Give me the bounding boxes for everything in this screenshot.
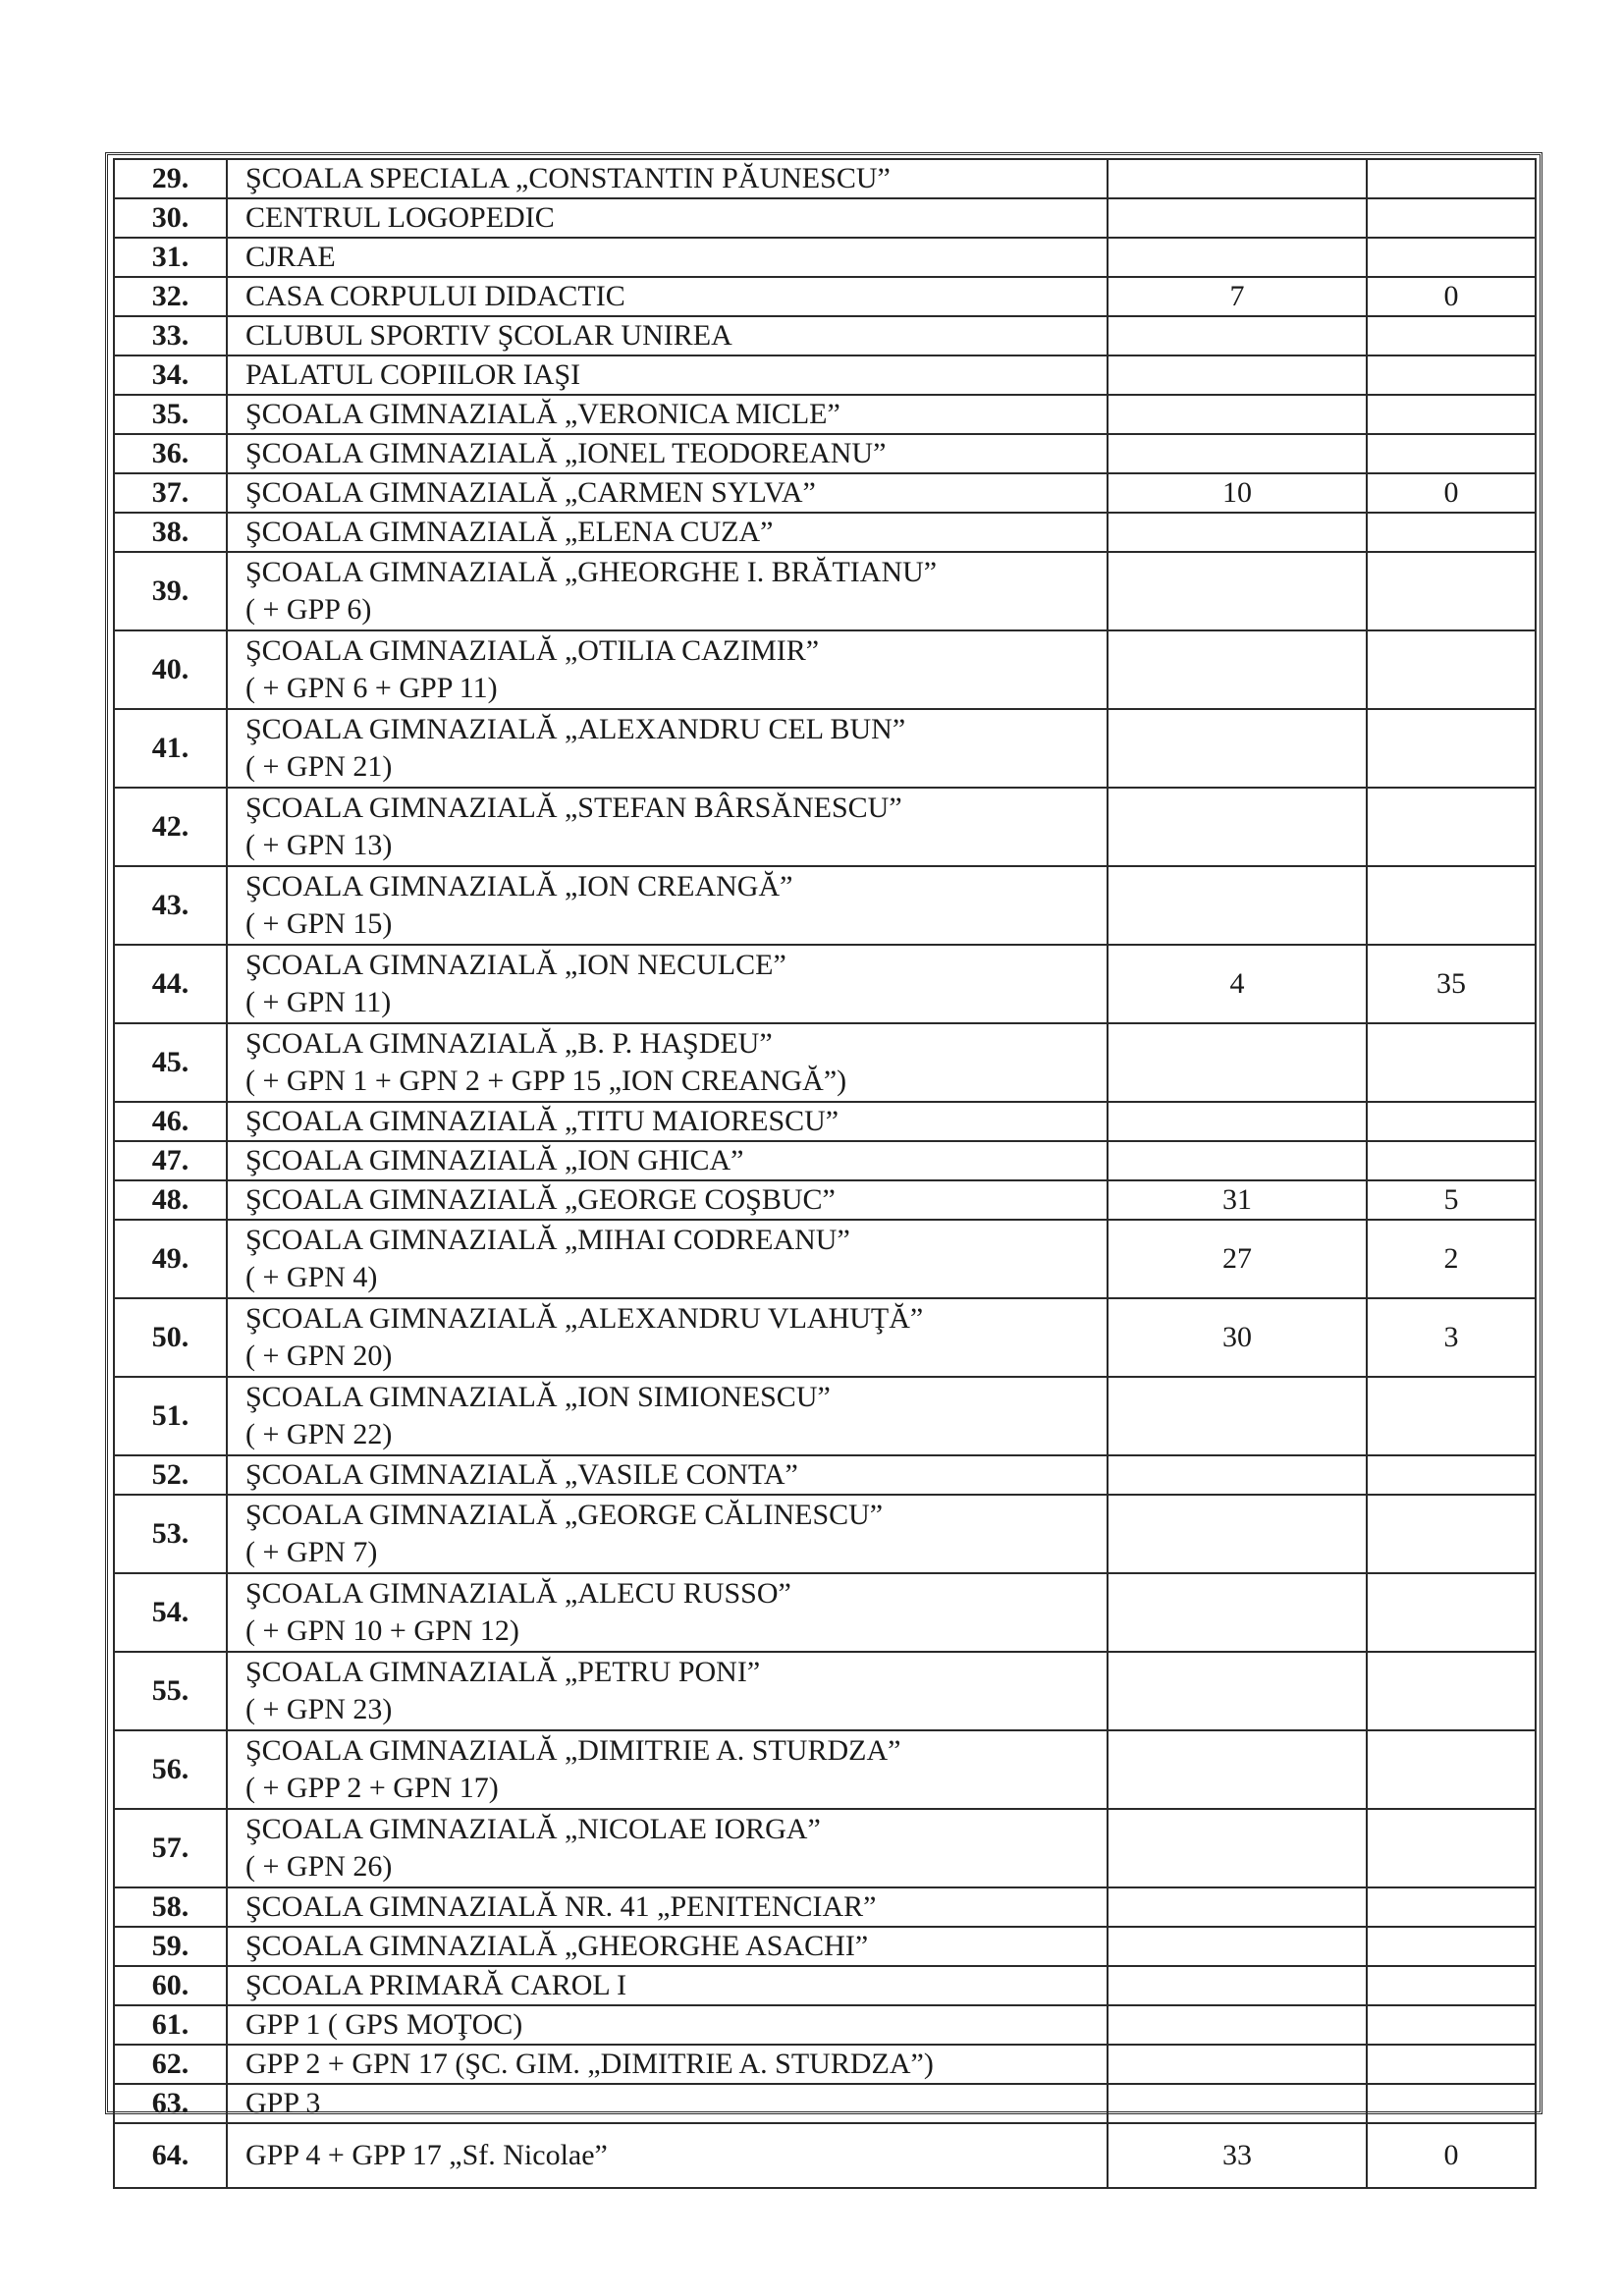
- value-column-1: [1108, 2084, 1367, 2123]
- institution-name-line: ŞCOALA GIMNAZIALĂ „MIHAI CODREANU”: [245, 1224, 850, 1256]
- row-number: 33.: [114, 316, 227, 355]
- value-column-2: [1367, 709, 1536, 788]
- table-row: [114, 552, 1536, 630]
- row-number: 53.: [114, 1495, 227, 1573]
- institution-name-line: GPP 1 ( GPS MOŢOC): [245, 2008, 523, 2041]
- row-number: 36.: [114, 434, 227, 473]
- value-column-1: [1108, 355, 1367, 395]
- table-row: [114, 2123, 1536, 2188]
- institution-name-line: ŞCOALA GIMNAZIALĂ „VASILE CONTA”: [245, 1458, 798, 1491]
- institution-name: [227, 2045, 1108, 2084]
- table-row: [114, 277, 1536, 316]
- institution-name-line: GPP 3: [245, 2087, 321, 2119]
- institution-name: [227, 788, 1108, 866]
- row-number: 45.: [114, 1023, 227, 1102]
- institution-name-line: ŞCOALA GIMNAZIALĂ „PETRU PONI”: [245, 1656, 761, 1688]
- value-column-2: [1367, 1141, 1536, 1180]
- value-column-2: [1367, 1966, 1536, 2005]
- value-column-2: 3: [1367, 1298, 1536, 1377]
- table-row: [114, 1652, 1536, 1730]
- table-row: [114, 238, 1536, 277]
- row-number: 35.: [114, 395, 227, 434]
- row-number: 39.: [114, 552, 227, 630]
- institution-name-line: ŞCOALA GIMNAZIALĂ „B. P. HAŞDEU”: [245, 1027, 773, 1060]
- value-column-1: [1108, 395, 1367, 434]
- institution-name: [227, 355, 1108, 395]
- row-number: 62.: [114, 2045, 227, 2084]
- institution-name-line: ŞCOALA GIMNAZIALĂ „ION SIMIONESCU”: [245, 1381, 831, 1413]
- institution-name-line: CASA CORPULUI DIDACTIC: [245, 280, 625, 312]
- row-number: 46.: [114, 1102, 227, 1141]
- institution-name: [227, 316, 1108, 355]
- row-number: 40.: [114, 630, 227, 709]
- value-column-2: [1367, 1102, 1536, 1141]
- value-column-1: 30: [1108, 1298, 1367, 1377]
- row-number: 42.: [114, 788, 227, 866]
- table-row: [114, 866, 1536, 945]
- institution-name-line: CENTRUL LOGOPEDIC: [245, 201, 555, 234]
- value-column-1: [1108, 866, 1367, 945]
- institution-name: [227, 1927, 1108, 1966]
- institution-name: [227, 1730, 1108, 1809]
- row-number: 43.: [114, 866, 227, 945]
- institution-name-line: ŞCOALA GIMNAZIALĂ „ELENA CUZA”: [245, 516, 774, 548]
- row-number: 56.: [114, 1730, 227, 1809]
- institution-name-line: ŞCOALA GIMNAZIALĂ „ALEXANDRU VLAHUŢĂ”: [245, 1302, 924, 1335]
- institution-name: [227, 1141, 1108, 1180]
- value-column-1: [1108, 1102, 1367, 1141]
- table-row: [114, 788, 1536, 866]
- institution-name-line: ŞCOALA GIMNAZIALĂ NR. 41 „PENITENCIAR”: [245, 1890, 877, 1923]
- value-column-2: 2: [1367, 1220, 1536, 1298]
- value-column-1: [1108, 630, 1367, 709]
- value-column-2: 35: [1367, 945, 1536, 1023]
- value-column-2: [1367, 1455, 1536, 1495]
- institution-name: [227, 709, 1108, 788]
- value-column-2: [1367, 1377, 1536, 1455]
- value-column-2: [1367, 316, 1536, 355]
- table-row: [114, 2005, 1536, 2045]
- value-column-2: [1367, 198, 1536, 238]
- institution-annex-line: ( + GPN 13): [245, 829, 393, 861]
- row-number: 29.: [114, 159, 227, 198]
- institution-name-line: ŞCOALA GIMNAZIALĂ „VERONICA MICLE”: [245, 398, 840, 430]
- value-column-2: [1367, 395, 1536, 434]
- row-number: 54.: [114, 1573, 227, 1652]
- institution-name-line: ŞCOALA GIMNAZIALĂ „IONEL TEODOREANU”: [245, 437, 887, 469]
- row-number: 58.: [114, 1887, 227, 1927]
- institution-name: [227, 198, 1108, 238]
- table-row: [114, 2045, 1536, 2084]
- row-number: 31.: [114, 238, 227, 277]
- institution-annex-line: ( + GPN 15): [245, 907, 393, 940]
- institution-name-line: ŞCOALA GIMNAZIALĂ „ALECU RUSSO”: [245, 1577, 791, 1610]
- value-column-2: [1367, 513, 1536, 552]
- value-column-2: [1367, 788, 1536, 866]
- value-column-1: [1108, 788, 1367, 866]
- row-number: 41.: [114, 709, 227, 788]
- value-column-1: [1108, 1730, 1367, 1809]
- row-number: 34.: [114, 355, 227, 395]
- table-row: [114, 1180, 1536, 1220]
- institution-name-line: ŞCOALA GIMNAZIALĂ „TITU MAIORESCU”: [245, 1105, 839, 1137]
- table-row: [114, 1809, 1536, 1887]
- institution-name: [227, 159, 1108, 198]
- value-column-2: [1367, 552, 1536, 630]
- row-number: 50.: [114, 1298, 227, 1377]
- table-row: [114, 1377, 1536, 1455]
- table-row: [114, 1887, 1536, 1927]
- value-column-1: [1108, 1495, 1367, 1573]
- table-row: [114, 513, 1536, 552]
- value-column-1: [1108, 552, 1367, 630]
- value-column-2: [1367, 1652, 1536, 1730]
- institution-annex-line: ( + GPN 22): [245, 1418, 393, 1450]
- institution-name-line: GPP 2 + GPN 17 (ŞC. GIM. „DIMITRIE A. STURDZA”): [245, 2048, 934, 2080]
- value-column-1: 33: [1108, 2123, 1367, 2188]
- institution-name: [227, 1455, 1108, 1495]
- institution-name-line: ŞCOALA SPECIALA „CONSTANTIN PĂUNESCU”: [245, 162, 891, 194]
- value-column-1: [1108, 1652, 1367, 1730]
- value-column-1: [1108, 1809, 1367, 1887]
- institution-annex-line: ( + GPP 6): [245, 593, 372, 626]
- institution-name-line: CJRAE: [245, 241, 336, 273]
- table-row: [114, 1455, 1536, 1495]
- table-row: [114, 1966, 1536, 2005]
- table-row: [114, 1220, 1536, 1298]
- value-column-2: [1367, 2005, 1536, 2045]
- institution-name-line: ŞCOALA GIMNAZIALĂ „DIMITRIE A. STURDZA”: [245, 1734, 901, 1767]
- value-column-2: [1367, 866, 1536, 945]
- institution-annex-line: ( + GPN 11): [245, 986, 392, 1018]
- row-number: 60.: [114, 1966, 227, 2005]
- table-row: [114, 395, 1536, 434]
- value-column-1: [1108, 709, 1367, 788]
- institution-name: [227, 1966, 1108, 2005]
- table-row: [114, 355, 1536, 395]
- institution-annex-line: ( + GPN 20): [245, 1339, 393, 1372]
- value-column-1: [1108, 238, 1367, 277]
- institution-name-line: ŞCOALA GIMNAZIALĂ „CARMEN SYLVA”: [245, 476, 816, 509]
- institution-name-line: ŞCOALA PRIMARĂ CAROL I: [245, 1969, 627, 2001]
- institution-name-line: GPP 4 + GPP 17 „Sf. Nicolae”: [245, 2139, 608, 2171]
- value-column-1: [1108, 1023, 1367, 1102]
- institution-name: [227, 1220, 1108, 1298]
- value-column-1: [1108, 2045, 1367, 2084]
- value-column-1: 31: [1108, 1180, 1367, 1220]
- row-number: 44.: [114, 945, 227, 1023]
- institution-name-line: ŞCOALA GIMNAZIALĂ „GHEORGHE ASACHI”: [245, 1930, 869, 1962]
- row-number: 47.: [114, 1141, 227, 1180]
- value-column-2: [1367, 434, 1536, 473]
- value-column-2: 0: [1367, 473, 1536, 513]
- institution-name: [227, 1102, 1108, 1141]
- row-number: 52.: [114, 1455, 227, 1495]
- value-column-2: [1367, 1927, 1536, 1966]
- value-column-1: [1108, 198, 1367, 238]
- value-column-2: [1367, 1495, 1536, 1573]
- row-number: 64.: [114, 2123, 227, 2188]
- institution-name: [227, 395, 1108, 434]
- value-column-2: [1367, 355, 1536, 395]
- institution-name: [227, 473, 1108, 513]
- value-column-2: [1367, 2084, 1536, 2123]
- row-number: 38.: [114, 513, 227, 552]
- value-column-1: [1108, 1573, 1367, 1652]
- institution-name: [227, 2084, 1108, 2123]
- institution-annex-line: ( + GPN 4): [245, 1261, 378, 1293]
- institution-name: [227, 2005, 1108, 2045]
- table-row: [114, 630, 1536, 709]
- value-column-1: [1108, 1377, 1367, 1455]
- value-column-2: [1367, 1023, 1536, 1102]
- value-column-2: [1367, 159, 1536, 198]
- institution-name: [227, 945, 1108, 1023]
- institution-name-line: ŞCOALA GIMNAZIALĂ „OTILIA CAZIMIR”: [245, 634, 820, 667]
- institutions-table: [113, 158, 1537, 2189]
- table-row: [114, 434, 1536, 473]
- institution-annex-line: ( + GPN 7): [245, 1536, 378, 1568]
- institution-name-line: ŞCOALA GIMNAZIALĂ „ALEXANDRU CEL BUN”: [245, 713, 906, 745]
- row-number: 55.: [114, 1652, 227, 1730]
- value-column-2: [1367, 238, 1536, 277]
- institution-name: [227, 1377, 1108, 1455]
- value-column-1: [1108, 159, 1367, 198]
- institution-name: [227, 1809, 1108, 1887]
- table-row: [114, 473, 1536, 513]
- institution-name: [227, 1180, 1108, 1220]
- row-number: 30.: [114, 198, 227, 238]
- row-number: 61.: [114, 2005, 227, 2045]
- value-column-1: [1108, 1966, 1367, 2005]
- institution-name-line: ŞCOALA GIMNAZIALĂ „ION GHICA”: [245, 1144, 744, 1176]
- row-number: 32.: [114, 277, 227, 316]
- row-number: 51.: [114, 1377, 227, 1455]
- institution-annex-line: ( + GPN 10 + GPN 12): [245, 1614, 519, 1647]
- institution-name: [227, 552, 1108, 630]
- table-row: [114, 1023, 1536, 1102]
- institution-annex-line: ( + GPN 26): [245, 1850, 393, 1883]
- institution-name: [227, 1887, 1108, 1927]
- row-number: 63.: [114, 2084, 227, 2123]
- value-column-2: 5: [1367, 1180, 1536, 1220]
- table-row: [114, 159, 1536, 198]
- institution-name: [227, 1573, 1108, 1652]
- value-column-1: [1108, 1141, 1367, 1180]
- institution-name-line: ŞCOALA GIMNAZIALĂ „GEORGE COŞBUC”: [245, 1183, 836, 1216]
- table-row: [114, 1102, 1536, 1141]
- institution-name-line: ŞCOALA GIMNAZIALĂ „GHEORGHE I. BRĂTIANU”: [245, 556, 938, 588]
- table-row: [114, 709, 1536, 788]
- value-column-1: [1108, 434, 1367, 473]
- value-column-2: [1367, 1730, 1536, 1809]
- table-row: [114, 945, 1536, 1023]
- value-column-1: 27: [1108, 1220, 1367, 1298]
- value-column-2: [1367, 1809, 1536, 1887]
- table-row: [114, 1495, 1536, 1573]
- value-column-1: 7: [1108, 277, 1367, 316]
- institution-annex-line: ( + GPP 2 + GPN 17): [245, 1772, 499, 1804]
- institution-name-line: ŞCOALA GIMNAZIALĂ „NICOLAE IORGA”: [245, 1813, 821, 1845]
- table-row: [114, 2084, 1536, 2123]
- row-number: 48.: [114, 1180, 227, 1220]
- institution-annex-line: ( + GPN 21): [245, 750, 393, 783]
- institution-name: [227, 2123, 1108, 2188]
- institution-name: [227, 1298, 1108, 1377]
- institution-annex-line: ( + GPN 1 + GPN 2 + GPP 15 „ION CREANGĂ”): [245, 1065, 847, 1097]
- value-column-1: [1108, 1887, 1367, 1927]
- institution-name: [227, 238, 1108, 277]
- table-row: [114, 1730, 1536, 1809]
- institution-annex-line: ( + GPN 6 + GPP 11): [245, 672, 498, 704]
- table-row: [114, 1298, 1536, 1377]
- institution-name-line: ŞCOALA GIMNAZIALĂ „GEORGE CĂLINESCU”: [245, 1499, 884, 1531]
- table-row: [114, 1141, 1536, 1180]
- institution-name-line: CLUBUL SPORTIV ŞCOLAR UNIREA: [245, 319, 732, 352]
- institution-name: [227, 277, 1108, 316]
- value-column-2: [1367, 1573, 1536, 1652]
- value-column-1: [1108, 513, 1367, 552]
- institution-name-line: ŞCOALA GIMNAZIALĂ „ION CREANGĂ”: [245, 870, 793, 902]
- table-row: [114, 1573, 1536, 1652]
- institution-name: [227, 1495, 1108, 1573]
- value-column-1: [1108, 1455, 1367, 1495]
- institution-name: [227, 434, 1108, 473]
- institution-annex-line: ( + GPN 23): [245, 1693, 393, 1725]
- value-column-2: [1367, 2045, 1536, 2084]
- table-body: [114, 159, 1536, 2188]
- value-column-1: [1108, 1927, 1367, 1966]
- table-row: [114, 316, 1536, 355]
- value-column-1: 10: [1108, 473, 1367, 513]
- table-row: [114, 1927, 1536, 1966]
- row-number: 57.: [114, 1809, 227, 1887]
- row-number: 59.: [114, 1927, 227, 1966]
- row-number: 37.: [114, 473, 227, 513]
- institution-name-line: ŞCOALA GIMNAZIALĂ „STEFAN BÂRSĂNESCU”: [245, 792, 902, 824]
- table-row: [114, 198, 1536, 238]
- row-number: 49.: [114, 1220, 227, 1298]
- institution-name-line: ŞCOALA GIMNAZIALĂ „ION NECULCE”: [245, 949, 786, 981]
- institution-name: [227, 1023, 1108, 1102]
- institution-name-line: PALATUL COPIILOR IAŞI: [245, 358, 581, 391]
- institution-name: [227, 630, 1108, 709]
- value-column-1: 4: [1108, 945, 1367, 1023]
- value-column-1: [1108, 316, 1367, 355]
- value-column-1: [1108, 2005, 1367, 2045]
- institution-name: [227, 1652, 1108, 1730]
- value-column-2: 0: [1367, 2123, 1536, 2188]
- institution-name: [227, 513, 1108, 552]
- value-column-2: [1367, 1887, 1536, 1927]
- value-column-2: 0: [1367, 277, 1536, 316]
- institution-name: [227, 866, 1108, 945]
- value-column-2: [1367, 630, 1536, 709]
